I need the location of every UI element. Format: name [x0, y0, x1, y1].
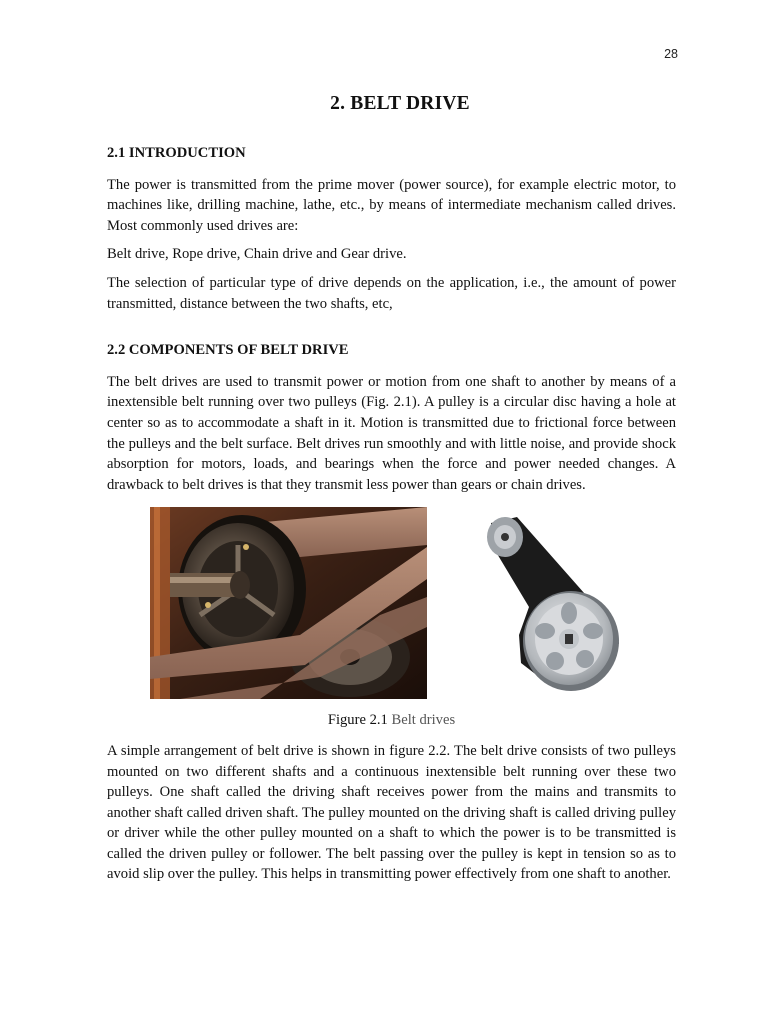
figure-label: Figure 2.1	[327, 712, 388, 729]
section-heading-components: 2.2 COMPONENTS OF BELT DRIVE	[107, 342, 349, 359]
figure-images	[107, 507, 676, 699]
intro-paragraph-1: The power is transmitted from the prime mover (power source), for example electric motor, to machines like, drilling machine, lathe, etc., by means of intermediate mechanism called drives. Most commonly used drives are:	[107, 176, 676, 234]
components-paragraph-2: A simple arrangement of belt drive is shown in figure 2.2. The belt drive consists of two pulleys mounted on two different shafts and a continuous inextensible belt running over these two pulleys. One shaft called the driving shaft receives power from the mains and transmits to another shaft called driven shaft. The pulley mounted on the driving shaft is called driving pulley or driver while the other pulley mounted on a shaft to which the power is to be transmitted is called the driven pulley or follower. The belt passing over the pulley is kept in tension so as to avoid slip over the pulley. This helps in transmitting power effectively from one shaft to another.	[107, 742, 676, 883]
figure-caption	[107, 710, 676, 731]
section-heading-introduction: 2.1 INTRODUCTION	[107, 145, 246, 161]
intro-paragraph-3: The selection of particular type of drive depends on the application, i.e., the amount of power transmitted, distance between the two shafts, etc,	[107, 274, 676, 312]
page-content	[107, 143, 676, 893]
belt-drive-photo-vbelt	[479, 511, 629, 697]
belt-drive-photo-industrial	[150, 507, 427, 699]
page-number: 28	[664, 47, 678, 61]
components-paragraph-1: The belt drives are used to transmit power or motion from one shaft to another by means of a inextensible belt running over two pulleys (Fig. 2.1). A pulley is a circular disc having a hole at center so as to accommodate a shaft in it. Motion is transmitted due to frictional force between the pulleys and the belt surface. Belt drives run smoothly and with little noise, and provide shock absorption for motors, loads, and bearings when the force and power needed changes. A drawback to belt drives is that they transmit less power than gears or chain drives.	[107, 373, 676, 493]
intro-paragraph-2: Belt drive, Rope drive, Chain drive and Gear drive.	[107, 246, 407, 263]
figure-title: Belt drives	[391, 712, 456, 729]
chapter-title: 2. BELT DRIVE	[330, 93, 470, 114]
